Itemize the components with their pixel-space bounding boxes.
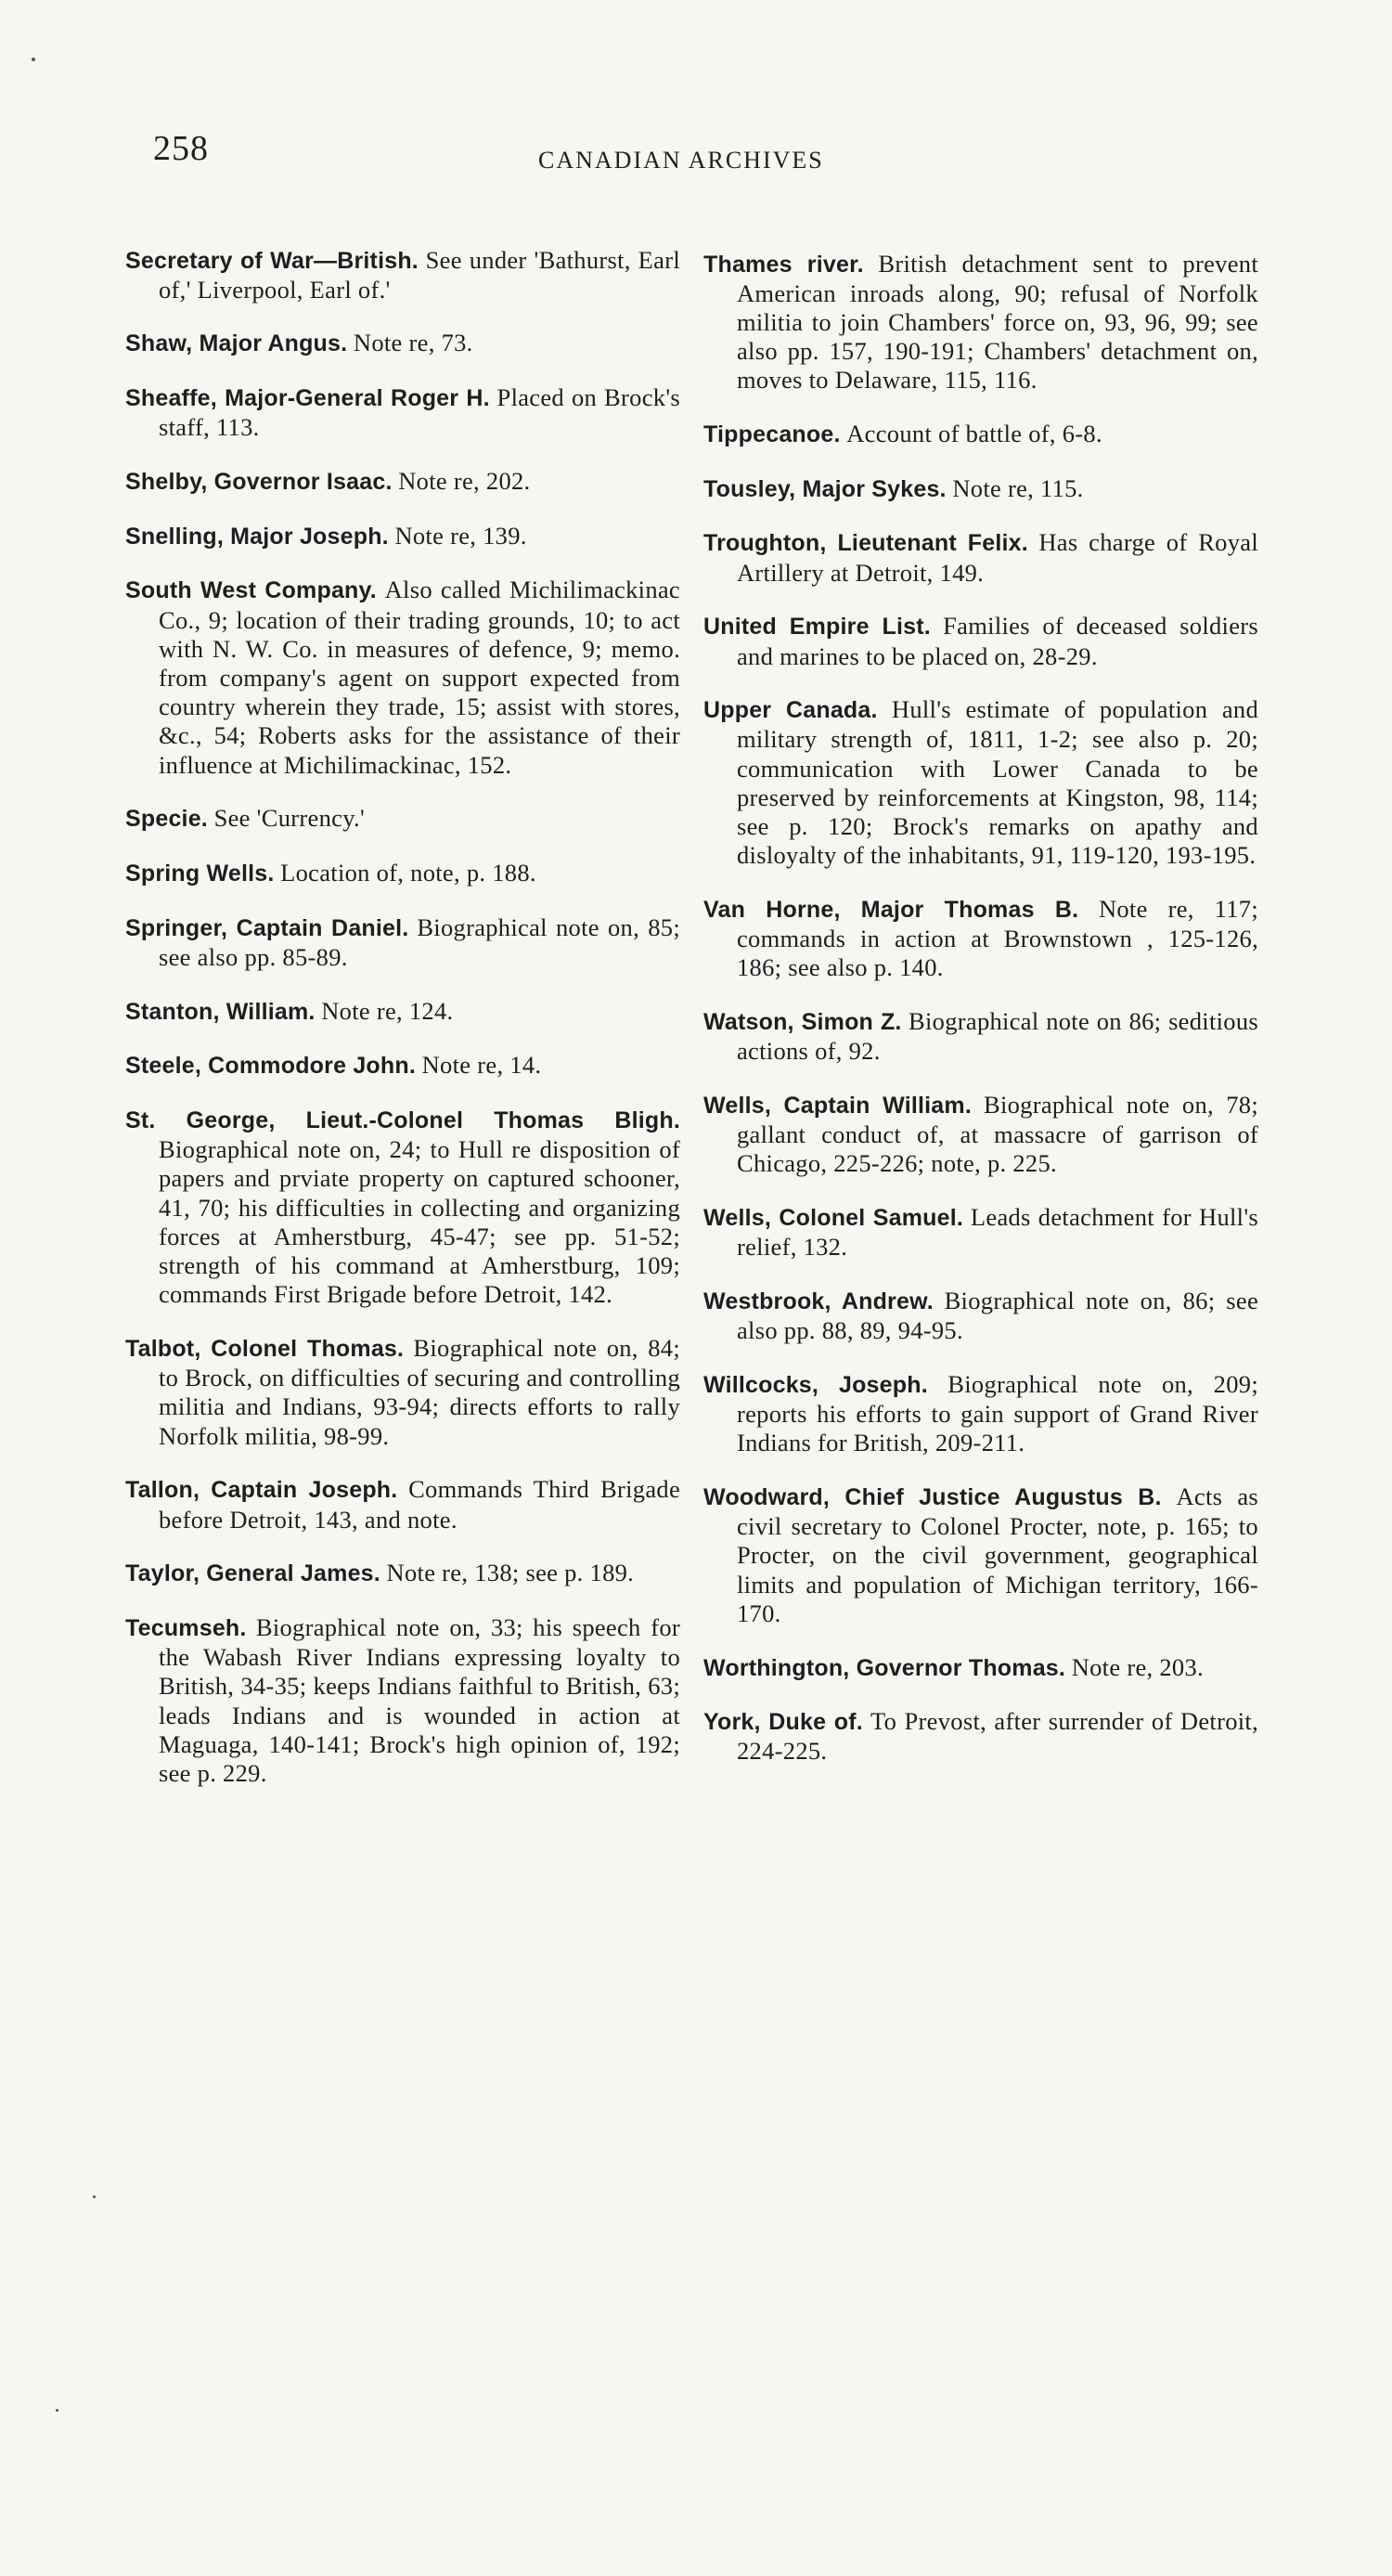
entry-heading: Troughton, Lieutenant Felix. (703, 530, 1028, 557)
index-entry (703, 612, 1258, 670)
entry-heading: Shaw, Major Angus. (125, 330, 348, 357)
entry-text: Location of, note, p. 188. (280, 859, 536, 887)
entry-heading: Tippecanoe. (703, 421, 841, 448)
entry-text: Has charge of Royal Artillery at Detroit, 149. (737, 528, 1258, 587)
entry-heading: Wells, Colonel Samuel. (703, 1205, 964, 1232)
entry-text: Biographical note on 86; seditious actions of, 92. (737, 1007, 1258, 1066)
index-column-left (125, 221, 680, 1799)
entry-heading: Sheaffe, Major-General Roger H. (125, 385, 490, 412)
index-entry (125, 246, 680, 304)
entry-text: Biographical note on, 85; see also pp. 85-89. (159, 913, 680, 971)
entry-heading: Willcocks, Joseph. (703, 1371, 928, 1398)
index-entry (125, 997, 680, 1027)
running-head: CANADIAN ARCHIVES (538, 147, 824, 174)
entry-text: To Prevost, after surrender of Detroit, 224-225. (737, 1707, 1259, 1766)
entry-heading: Westbrook, Andrew. (703, 1288, 934, 1314)
index-entry (125, 804, 680, 834)
index-entry (125, 1051, 680, 1081)
entry-text: See 'Currency.' (213, 804, 366, 833)
entry-heading: Specie. (125, 806, 208, 833)
entry-heading: St. George, Lieut.-Colonel Thomas Bligh. (125, 1107, 680, 1134)
index-entry (703, 1203, 1258, 1262)
entry-heading: Spring Wells. (125, 861, 275, 887)
entry-text: Note re, 124. (321, 996, 454, 1025)
entry-text: Biographical note on, 33; his speech for the Wabash River Indians expressing loyalty to British, 34-35; keeps Indians faithful to British, 63; leads Indians and is wounded in action at Maguaga, 140-141; Brock's high opinion of, 192; see p. 229. (159, 1612, 680, 1787)
entry-text: Families of deceased soldiers and marines to be placed on, 28-29. (737, 612, 1259, 670)
page-header (153, 128, 1267, 184)
scan-speck (32, 58, 35, 61)
index-entry (703, 895, 1258, 983)
index-entry (125, 467, 680, 497)
index-entry (125, 1334, 680, 1451)
entry-text: Note re, 139. (394, 521, 527, 550)
scan-speck (93, 2195, 96, 2198)
entry-text: Leads detachment for Hull's relief, 132. (737, 1203, 1259, 1262)
scan-speck (56, 2409, 58, 2412)
entry-text: Note re, 138; see p. 189. (386, 1559, 635, 1587)
entry-heading: Worthington, Governor Thomas. (703, 1654, 1066, 1681)
entry-heading: Snelling, Major Joseph. (125, 523, 389, 550)
index-entry (125, 383, 680, 442)
entry-text: Note re, 203. (1071, 1652, 1204, 1681)
entry-heading: Tallon, Captain Joseph. (125, 1477, 398, 1504)
index-entry (703, 474, 1258, 504)
entry-heading: Watson, Simon Z. (703, 1009, 902, 1036)
index-column-right (703, 225, 1258, 1778)
entry-heading: Wells, Captain William. (703, 1092, 972, 1119)
entry-text: Hull's estimate of population and military strength of, 1811, 1-2; see also p. 20; communication with Lower Canada to be preserved by reinforcements at Kingston, 98, 114; see p. 120; Brock's remarks on apathy and disloyalty of the inhabitants, 91, 119-120, 193-195. (737, 695, 1258, 870)
index-entry (703, 250, 1258, 395)
index-entry (125, 1559, 680, 1588)
entry-text: Biographical note on, 86; see also pp. 88, 89, 94-95. (737, 1286, 1259, 1345)
entry-heading: Van Horne, Major Thomas B. (703, 896, 1079, 923)
entry-text: Note re, 14. (421, 1051, 542, 1080)
entry-text: Note re, 117; commands in action at Brownstown , 125-126, 186; see also p. 140. (737, 894, 1258, 982)
index-entry (125, 1475, 680, 1534)
entry-text: Note re, 115. (952, 473, 1084, 502)
entry-heading: Talbot, Colonel Thomas. (125, 1335, 405, 1362)
entry-heading: Shelby, Governor Isaac. (125, 469, 393, 496)
index-entry (125, 329, 680, 358)
index-entry (703, 1707, 1258, 1766)
entry-heading: United Empire List. (703, 614, 931, 641)
entry-heading: Upper Canada. (703, 697, 878, 724)
index-entry (125, 522, 680, 551)
index-entry (703, 695, 1258, 870)
entry-heading: South West Company. (125, 577, 377, 604)
index-entry (125, 1613, 680, 1788)
index-entry (703, 1091, 1258, 1179)
index-entry (703, 1653, 1258, 1683)
entry-text: Note re, 202. (398, 467, 531, 496)
index-entry (703, 528, 1258, 587)
entry-text: Biographical note on, 209; reports his efforts to gain support of Grand River Indians for British, 209-211. (737, 1369, 1258, 1457)
index-entry (703, 1007, 1258, 1066)
entry-heading: York, Duke of. (703, 1709, 863, 1736)
entry-heading: Thames river. (703, 251, 864, 278)
index-entry (125, 913, 680, 972)
index-entry (125, 1106, 680, 1309)
entry-text: Biographical note on, 78; gallant conduct of, at massacre of garrison of Chicago, 225-226; note, p. 225. (737, 1090, 1258, 1178)
entry-text: Note re, 73. (353, 329, 473, 357)
index-entry (703, 1482, 1258, 1628)
entry-text: Biographical note on, 84; to Brock, on difficulties of securing and controlling militia and Indians, 93-94; directs efforts to rally Norfolk militia, 98-99. (159, 1333, 680, 1450)
index-entry (125, 576, 680, 779)
index-entry (703, 1287, 1258, 1345)
page-number: 258 (153, 129, 209, 168)
index-entry (703, 420, 1258, 449)
entry-heading: Springer, Captain Daniel. (125, 914, 409, 941)
entry-text: See under 'Bathurst, Earl of,' Liverpool, Earl of.' (159, 245, 681, 304)
entry-text: Biographical note on, 24; to Hull re disposition of papers and prviate property on captured schooner, 41, 70; his difficulties in collecting and organizing forces at Amherstburg, 45-47; see pp. 51-52; strength of his command at Amherstburg, 109; commands First Brigade before Detroit, 142. (159, 1135, 680, 1309)
entry-text: Also called Michilimackinac Co., 9; location of their trading grounds, 10; to act with N. W. Co. in measures of defence, 9; memo. from company's agent on support expected from country wherein they trade, 15; assist with stores, &c., 54; Roberts asks for the assistance of their influence at Michilimackinac, 152. (159, 576, 680, 779)
entry-heading: Steele, Commodore John. (125, 1053, 416, 1080)
entry-heading: Stanton, William. (125, 998, 316, 1025)
entry-heading: Tousley, Major Sykes. (703, 475, 947, 502)
entry-text: Acts as civil secretary to Colonel Procter, note, p. 165; to Procter, on the civil government, geographical limits and population of Michigan territory, 166-170. (737, 1482, 1259, 1627)
entry-heading: Woodward, Chief Justice Augustus B. (703, 1484, 1162, 1510)
entry-heading: Taylor, General James. (125, 1560, 380, 1587)
entry-heading: Tecumseh. (125, 1614, 247, 1641)
index-entry (125, 859, 680, 888)
entry-text: Account of battle of, 6-8. (846, 420, 1102, 448)
entry-text: Commands Third Brigade before Detroit, 143, and note. (159, 1475, 681, 1534)
index-entry (703, 1370, 1258, 1458)
entry-text: Placed on Brock's staff, 113. (159, 383, 681, 442)
entry-text: British detachment sent to prevent American inroads along, 90; refusal of Norfolk militia to join Chambers' force on, 93, 96, 99; see also pp. 157, 190-191; Chambers' detachment on, moves to Delaware, 115, 116. (737, 249, 1258, 395)
entry-heading: Secretary of War—British. (125, 247, 419, 274)
